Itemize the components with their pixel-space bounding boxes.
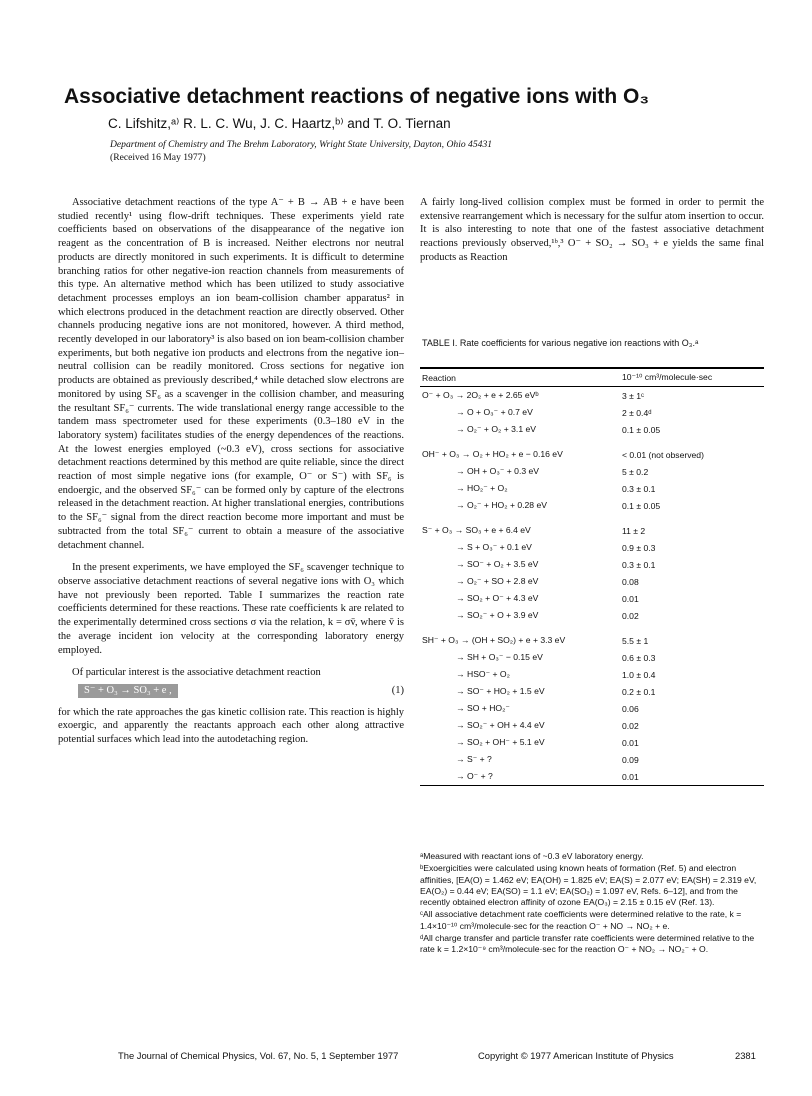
- rate-cell: 0.01: [622, 737, 639, 748]
- reaction-cell: S⁻ + O₃ → SO₃ + e + 6.4 eV: [422, 525, 531, 535]
- table-header-reaction: Reaction: [420, 368, 620, 387]
- table-row: [420, 404, 764, 421]
- right-column: [420, 196, 764, 274]
- table-row: [420, 387, 764, 405]
- rate-cell: < 0.01 (not observed): [622, 449, 704, 460]
- table-row: [420, 421, 764, 438]
- table-row: [420, 446, 764, 463]
- paragraph: Associative detachment reactions of the type A⁻ + B → AB + e have been studied recently¹ using flow-drift techniques. These experiments yield rate coefficients based on observations of the disappearance of the negative ion reagent as the concentration of B is increased. Neither electrons nor neutral products are directly monitored in such experiments. It is difficult to determine branching ratios for other negative-ion reaction channels from measurements of this type. An alternative method which has been utilized to study associative detachment processes employs an ion beam-collision chamber apparatus² in which electrons produced in the detachment reaction are directly observed. Other channels producing negative ions are not monitored, however. A third method, recently developed in our laboratory³ is also based on ion beam-collision chamber experiments, but both negative ion products and electrons from the negative ion–neutral collision can be readily monitored. Cross sections for negative ion products are obtained as previously described,⁴ while detached slow electrons are monitored by using SF₆ as a scavenger in the collision chamber, and measuring the resultant SF₆⁻ currents. The wide translational energy range accessible to the tandem mass spectrometer used for these experiments (0.3–180 eV in the laboratory system) facilitates studies of the energy dependences of the reactions. At the lowest energies employed (~0.3 eV), cross sections for associative detachment reactions determined by this method are quite reliable, since the direct reaction of most simple negative ions (for example, O⁻ or S⁻) with SF₆ is endoergic, and the observed SF₆⁻ can be formed only by capture of the electrons released in the detachment reaction. At higher translational energies, contributions to the SF₆⁻ signal from the direct reaction become more important and must be subtracted from the total SF₆⁻ current to obtain a measure of the associative detachment channel.: [58, 197, 404, 551]
- reaction-cell: OH⁻ + O₃ → O₂ + HO₂ + e − 0.16 eV: [422, 449, 563, 459]
- paragraph: A fairly long-lived collision complex must be formed in order to permit the extensive rearrangement which is necessary for the sulfur atom insertion to occur. It is also interesting to note that one of the fastest associative detachment reactions previously observed,¹ᵇ,³ O⁻ + SO₂ → SO₃ + e yields the same final products as Reaction: [420, 197, 764, 263]
- table-row: [420, 480, 764, 497]
- table-row: [420, 717, 764, 734]
- paper-title: Associative detachment reactions of negative ions with O₃: [64, 85, 650, 108]
- rate-cell: 11 ± 2: [622, 525, 646, 536]
- reaction-cell: → O + O₃⁻ + 0.7 eV: [456, 407, 533, 417]
- reaction-cell: → S⁻ + ?: [456, 754, 492, 764]
- group-spacer: [420, 514, 764, 522]
- equation-number: (1): [391, 684, 404, 696]
- group-spacer: [420, 438, 764, 446]
- table-body: [420, 387, 764, 786]
- table-row: [420, 649, 764, 666]
- table-row: [420, 539, 764, 556]
- table-row: [420, 497, 764, 514]
- table-row: [420, 573, 764, 590]
- reaction-cell: → O⁻ + ?: [420, 768, 620, 786]
- reaction-cell: → SO₂⁻ + OH + 4.4 eV: [456, 720, 545, 730]
- table-row: [420, 556, 764, 573]
- rate-cell: 0.1 ± 0.05: [622, 500, 661, 511]
- reaction-cell: → O₂⁻ + HO₂ + 0.28 eV: [456, 500, 547, 510]
- left-column: [58, 196, 404, 756]
- rate-cell: 0.2 ± 0.1: [622, 686, 656, 697]
- rate-cell: 0.1 ± 0.05: [622, 424, 661, 435]
- received-date: (Received 16 May 1977): [110, 152, 206, 163]
- reaction-cell: → O₂⁻ + SO + 2.8 eV: [456, 576, 539, 586]
- table-row: [420, 683, 764, 700]
- rate-cell: 5 ± 0.2: [622, 466, 649, 477]
- copyright-footer: Copyright © 1977 American Institute of Physics: [478, 1050, 674, 1061]
- rate-cell: 0.01: [620, 768, 764, 786]
- rate-cell: 0.06: [622, 703, 639, 714]
- footnote: ᵈAll charge transfer and particle transfer rate coefficients were determined relative to the rate k = 1.2×10⁻⁹ cm³/molecule·sec for the reaction O⁻ + NO₂ → NO₂⁻ + O.: [420, 933, 755, 955]
- table-row: [420, 522, 764, 539]
- table-row: [420, 751, 764, 768]
- reaction-cell: SH⁻ + O₃ → (OH + SO₂) + e + 3.3 eV: [422, 635, 566, 645]
- rate-cell: 0.9 ± 0.3: [622, 542, 656, 553]
- reaction-cell: → SO⁻ + O₂ + 3.5 eV: [456, 559, 539, 569]
- table-row: [420, 590, 764, 607]
- table-row: [420, 607, 764, 624]
- journal-footer: The Journal of Chemical Physics, Vol. 67, No. 5, 1 September 1977: [118, 1050, 399, 1061]
- rate-cell: 1.0 ± 0.4: [622, 669, 656, 680]
- paragraph: In the present experiments, we have employed the SF₆ scavenger technique to observe associative detachment reactions of several negative ions with O₃ which have not previously been reported. Table I summarizes the reaction rate coefficients determined for these reactions. These rate coefficients k are related to the experimentally determined cross sections σ via the relation, k = σv̄, where v̄ is the average incident ion velocity at the corresponding laboratory energy employed.: [58, 562, 404, 656]
- equation-1: [58, 684, 404, 698]
- rate-cell: 5.5 ± 1: [622, 635, 649, 646]
- rate-cell: 0.09: [622, 754, 639, 765]
- reaction-cell: → SO + HO₂⁻: [456, 703, 510, 713]
- rate-cell: 0.02: [622, 610, 639, 621]
- reaction-cell: → SO⁻ + HO₂ + 1.5 eV: [456, 686, 545, 696]
- footnote: ᵇExoergicities were calculated using known heats of formation (Ref. 5) and electron affinities, [EA(O) = 1.462 eV; EA(OH) = 1.825 eV; EA(S) = 2.077 eV; EA(SH) = 2.319 eV, EA(O₂) = 0.44 eV; EA(SO) = 1.1 eV; EA(SO₂) = 1.097 eV, Refs. 6–12], and from the recently obtained electron affinity of ozone EA(O₃) = 2.15 ± 0.15 eV (Ref. 13).: [420, 863, 757, 908]
- table-row: [420, 734, 764, 751]
- reaction-cell: → OH + O₃⁻ + 0.3 eV: [456, 466, 540, 476]
- rate-cell: 0.08: [622, 576, 639, 587]
- table-row: [420, 666, 764, 683]
- footnote: ᶜAll associative detachment rate coefficients were determined relative to the rate, k = 1.4×10⁻¹⁰ cm³/molecule·sec for the reaction O⁻ + NO → NO₂ + e.: [420, 909, 742, 931]
- page-number: 2381: [735, 1050, 756, 1061]
- table-footnotes: [420, 851, 764, 957]
- rate-cell: 2 ± 0.4ᵈ: [622, 407, 652, 418]
- rate-cell: 0.3 ± 0.1: [622, 559, 656, 570]
- footnote: ᵃMeasured with reactant ions of ~0.3 eV laboratory energy.: [420, 851, 644, 861]
- rate-cell: 0.3 ± 0.1: [622, 483, 656, 494]
- affiliation: Department of Chemistry and The Brehm Laboratory, Wright State University, Dayton, Ohio 45431: [110, 139, 493, 150]
- table-header-rate: 10⁻¹⁰ cm³/molecule·sec: [620, 368, 764, 387]
- rate-coefficient-table: [420, 367, 764, 786]
- equation-expression: S⁻ + O₃ → SO₃ + e ,: [78, 684, 178, 698]
- group-spacer: [420, 624, 764, 632]
- reaction-cell: → SO₂⁻ + O + 3.9 eV: [456, 610, 539, 620]
- rate-cell: 0.02: [622, 720, 639, 731]
- paragraph: for which the rate approaches the gas kinetic collision rate. This reaction is highly exoergic, and apparently the reactants approach each other along attractive potential surfaces which lead into the autodetaching region.: [58, 706, 404, 746]
- reaction-cell: O⁻ + O₃ → 2O₂ + e + 2.65 eVᵇ: [422, 390, 539, 400]
- author-list: C. Lifshitz,ᵃ⁾ R. L. C. Wu, J. C. Haartz,ᵇ⁾ and T. O. Tiernan: [108, 116, 451, 131]
- table-row: [420, 768, 764, 786]
- rate-cell: 3 ± 1ᶜ: [622, 390, 645, 401]
- reaction-cell: → S + O₃⁻ + 0.1 eV: [456, 542, 532, 552]
- table-row: [420, 463, 764, 480]
- table-row: [420, 700, 764, 717]
- reaction-cell: → O₂⁻ + O₂ + 3.1 eV: [456, 424, 536, 434]
- reaction-cell: → SO₂ + OH⁻ + 5.1 eV: [456, 737, 545, 747]
- table-caption: TABLE I. Rate coefficients for various negative ion reactions with O₃.ᵃ: [422, 338, 699, 348]
- rate-cell: 0.6 ± 0.3: [622, 652, 656, 663]
- reaction-cell: → HO₂⁻ + O₂: [456, 483, 508, 493]
- paragraph: Of particular interest is the associative detachment reaction: [72, 667, 321, 679]
- reaction-cell: → SH + O₃⁻ − 0.15 eV: [456, 652, 543, 662]
- table-row: [420, 632, 764, 649]
- reaction-cell: → SO₂ + O⁻ + 4.3 eV: [456, 593, 539, 603]
- reaction-cell: → HSO⁻ + O₂: [456, 669, 510, 679]
- rate-cell: 0.01: [622, 593, 639, 604]
